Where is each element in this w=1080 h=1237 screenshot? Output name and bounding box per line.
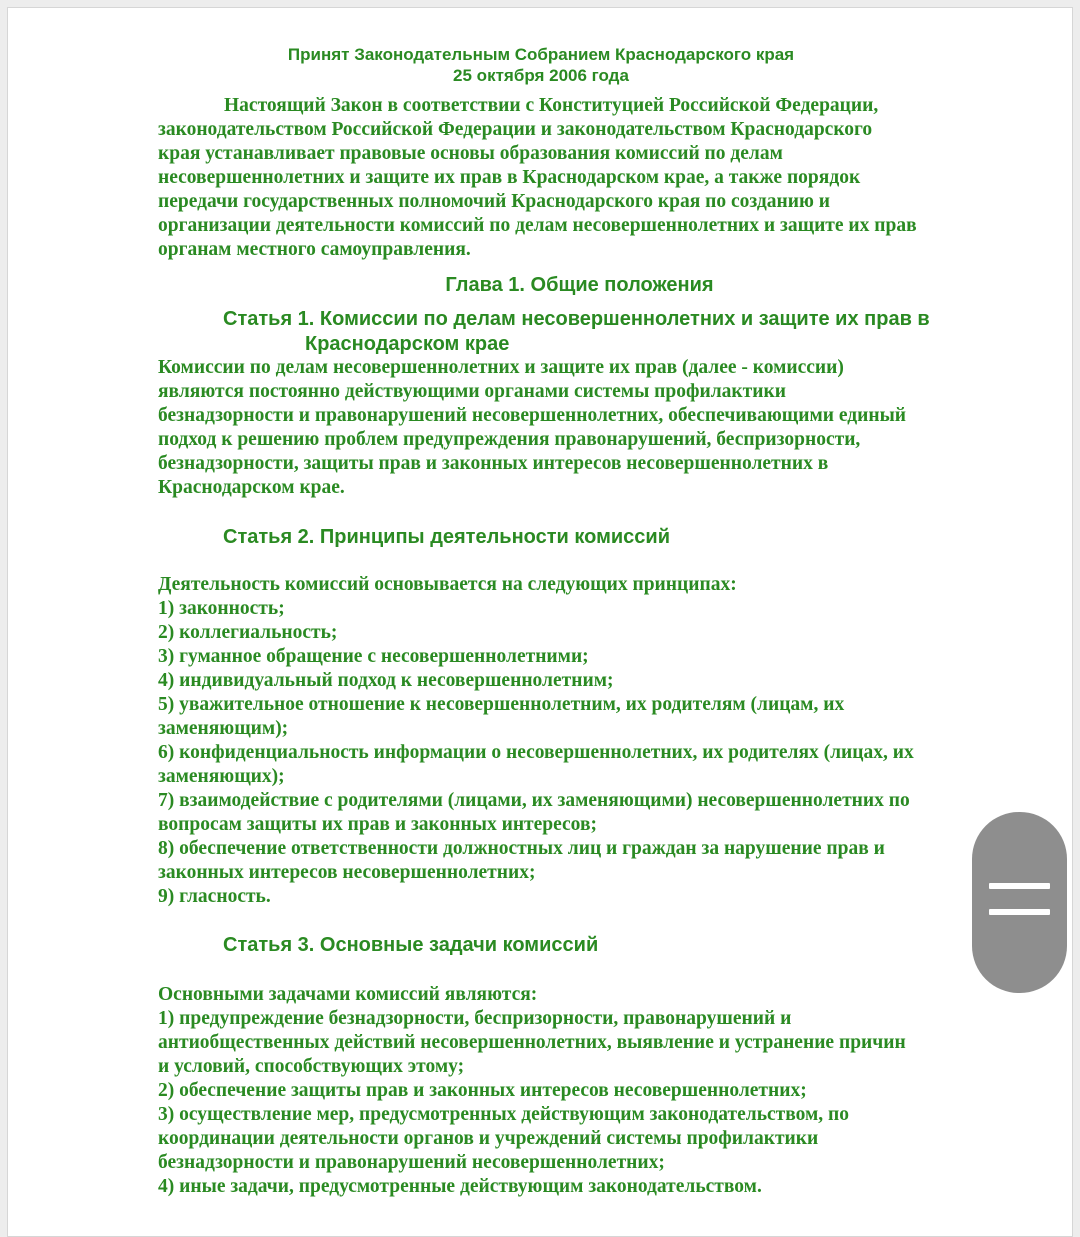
body-line: Деятельность комиссий основывается на следующих принципах:: [158, 574, 737, 595]
body-line: Краснодарском крае.: [158, 477, 345, 498]
body-line: Основными задачами комиссий являются:: [158, 984, 538, 1005]
body-line: подход к решению проблем предупреждения правонарушений, беспризорности,: [158, 429, 861, 450]
list-item: 7) взаимодействие с родителями (лицами, их заменяющими) несовершеннолетних по: [158, 790, 910, 811]
article-1-body: [158, 356, 1018, 500]
document-page: [7, 7, 1073, 1237]
article-3-heading: Статья 3. Основные задачи комиссий: [223, 934, 599, 956]
scroll-handle[interactable]: [972, 812, 1067, 993]
article-1-title: Статья 1. Комиссии по делам несовершеннолетних и защите их прав в: [223, 308, 930, 330]
article-2-body: [158, 573, 1018, 909]
list-item: вопросам защиты их прав и законных интересов;: [158, 814, 597, 835]
chapter-heading: Глава 1. Общие положения: [445, 274, 714, 296]
preamble-line: несовершеннолетних и защите их прав в Краснодарском крае, а также порядок: [158, 167, 861, 188]
list-item: 1) предупреждение безнадзорности, беспризорности, правонарушений и: [158, 1008, 792, 1029]
list-item: 8) обеспечение ответственности должностных лиц и граждан за нарушение прав и: [158, 838, 885, 859]
body-line: являются постоянно действующими органами системы профилактики: [158, 381, 786, 402]
article-1-title-cont: Краснодарском крае: [305, 332, 510, 355]
body-line: безнадзорности и правонарушений несовершеннолетних, обеспечивающими единый: [158, 405, 907, 426]
adoption-note-line: Принят Законодательным Собранием Краснодарского края: [287, 45, 795, 64]
article-2-heading: Статья 2. Принципы деятельности комиссий: [223, 526, 671, 548]
preamble-line: органам местного самоуправления.: [158, 239, 471, 260]
list-item: законных интересов несовершеннолетних;: [158, 862, 536, 883]
article-1-heading: [223, 307, 1033, 356]
preamble-paragraph: [158, 94, 1018, 262]
preamble-line: Настоящий Закон в соответствии с Конституцией Российской Федерации,: [224, 95, 879, 116]
list-item: 6) конфиденциальность информации о несовершеннолетних, их родителях (лицах, их: [158, 742, 914, 763]
list-item: заменяющих);: [158, 766, 285, 787]
list-item: 2) обеспечение защиты прав и законных интересов несовершеннолетних;: [158, 1080, 807, 1101]
list-item: безнадзорности и правонарушений несовершеннолетних;: [158, 1152, 665, 1173]
body-line: безнадзорности, защиты прав и законных интересов несовершеннолетних в: [158, 453, 829, 474]
preamble-line: передачи государственных полномочий Краснодарского края по созданию и: [158, 191, 830, 212]
list-item: заменяющим);: [158, 718, 289, 739]
list-item: 1) законность;: [158, 598, 285, 619]
list-item: 5) уважительное отношение к несовершеннолетним, их родителям (лицам, их: [158, 694, 845, 715]
list-item: 2) коллегиальность;: [158, 622, 338, 643]
list-item: 9) гласность.: [158, 886, 271, 907]
preamble-line: законодательством Российской Федерации и законодательством Краснодарского: [158, 119, 873, 140]
list-item: антиобщественных действий несовершеннолетних, выявление и устранение причин: [158, 1032, 906, 1053]
list-item: 3) осуществление мер, предусмотренных действующим законодательством, по: [158, 1104, 850, 1125]
list-item: 4) индивидуальный подход к несовершеннолетним;: [158, 670, 614, 691]
adoption-note: [8, 44, 1074, 86]
list-item: координации деятельности органов и учреждений системы профилактики: [158, 1128, 819, 1149]
list-item: 4) иные задачи, предусмотренные действующим законодательством.: [158, 1176, 762, 1197]
article-3-body: [158, 983, 1018, 1199]
preamble-line: организации деятельности комиссий по делам несовершеннолетних и защите их прав: [158, 215, 917, 236]
list-item: и условий, способствующих этому;: [158, 1056, 465, 1077]
preamble-line: края устанавливает правовые основы образования комиссий по делам: [158, 143, 783, 164]
list-item: 3) гуманное обращение с несовершеннолетними;: [158, 646, 589, 667]
body-line: Комиссии по делам несовершеннолетних и защите их прав (далее - комиссии): [158, 357, 844, 378]
adoption-date: 25 октября 2006 года: [453, 66, 629, 85]
